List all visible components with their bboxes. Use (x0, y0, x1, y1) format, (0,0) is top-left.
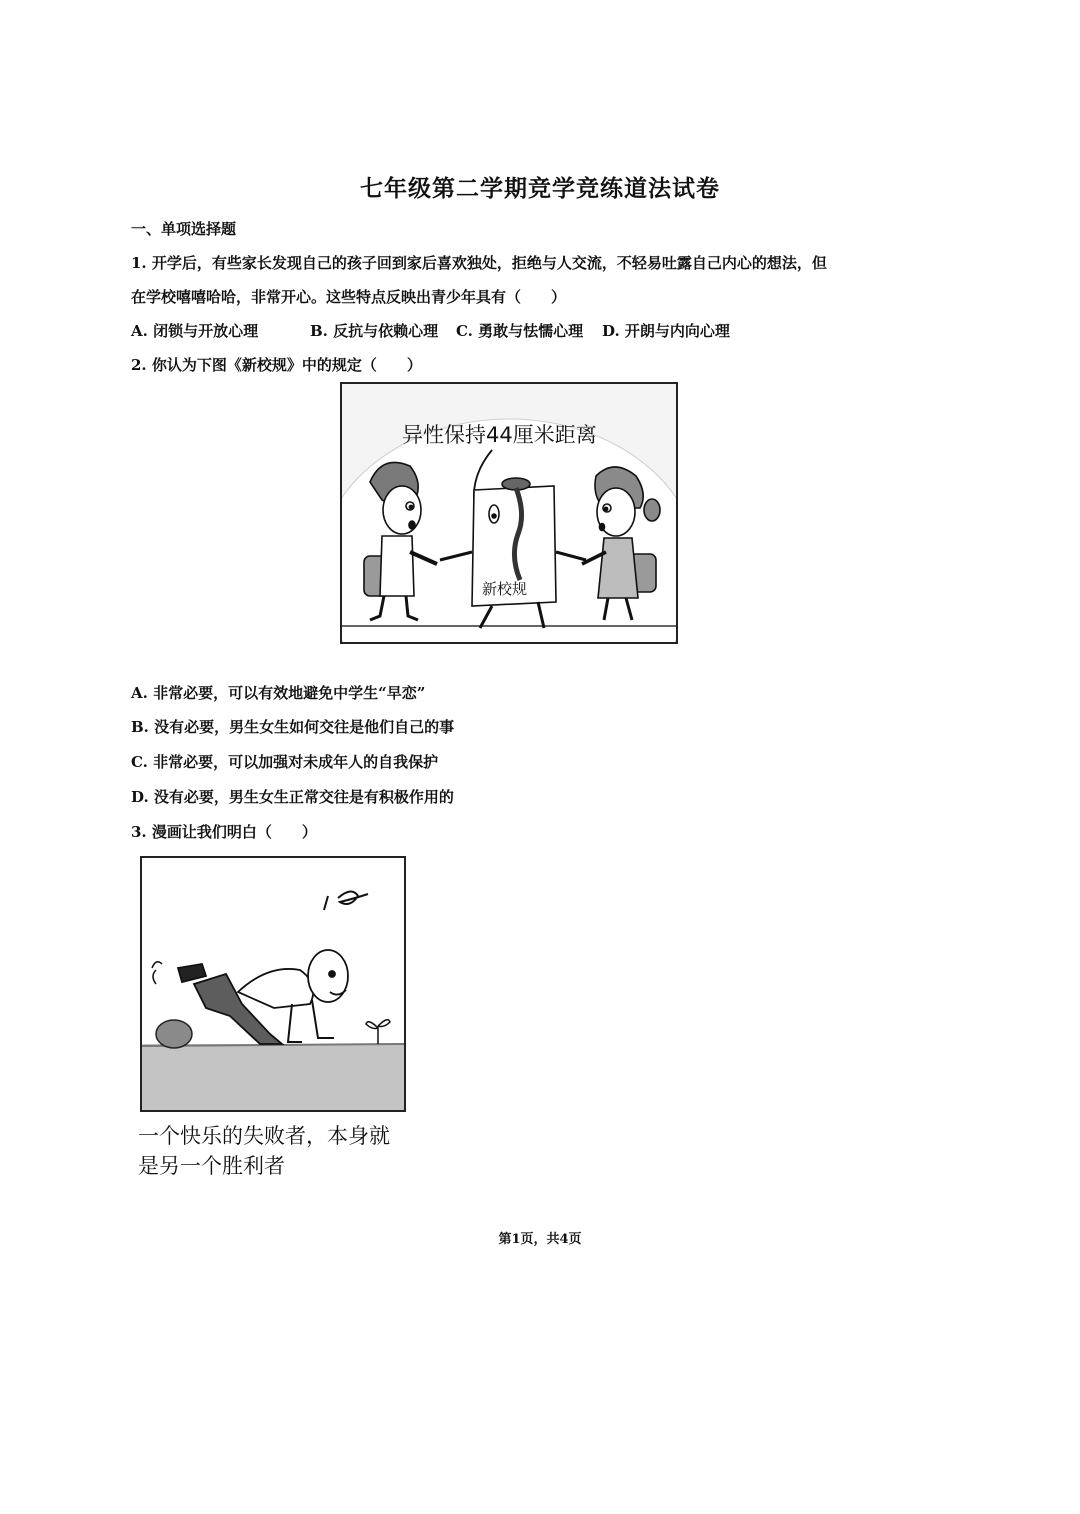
section-heading: 一、单项选择题 (131, 220, 237, 238)
sprout-icon (366, 1020, 390, 1044)
crawling-man-cartoon (140, 856, 406, 1112)
page-footer: 第1页，共4页 (498, 1232, 582, 1247)
ground (142, 1044, 404, 1110)
page-title: 七年级第二学期竞学竞练道法试卷 (360, 175, 720, 202)
question-1-stem-line1: 1. 开学后，有些家长发现自己的孩子回到家后喜欢独处，拒绝与人交流，不轻易吐露自己内心的想法，但 (131, 254, 827, 272)
cartoon-caption-line1: 一个快乐的失败者，本身就 (138, 1124, 390, 1148)
question-1-stem-line2: 在学校嘻嘻哈哈，非常开心。这些特点反映出青少年具有（ ） (131, 288, 567, 306)
paper-label: 新校规 (482, 580, 528, 598)
question-2-option-a: A. 非常必要，可以有效地避免中学生“早恋” (131, 684, 426, 702)
speech-text: 异性保持44厘米距离 (402, 423, 597, 447)
scribble-mark (324, 891, 368, 910)
cartoon-caption-line2: 是另一个胜利者 (138, 1154, 285, 1178)
school-rules-cartoon (340, 382, 678, 644)
question-2-stem: 2. 你认为下图《新校规》中的规定（ ） (131, 356, 422, 374)
question-2-option-b: B. 没有必要，男生女生如何交往是他们自己的事 (131, 718, 455, 736)
stone-icon (156, 1020, 192, 1048)
question-1-option-d: D. 开朗与内向心理 (602, 322, 730, 340)
question-2-option-d: D. 没有必要，男生女生正常交往是有积极作用的 (131, 788, 454, 806)
question-2-option-c: C. 非常必要，可以加强对未成年人的自我保护 (131, 753, 439, 771)
question-1-option-a: A. 闭锁与开放心理 (131, 322, 259, 340)
question-3-stem: 3. 漫画让我们明白（ ） (131, 823, 317, 841)
question-1-option-b: B. 反抗与依赖心理 (310, 322, 439, 340)
question-1-option-c: C. 勇敢与怯懦心理 (456, 322, 584, 340)
